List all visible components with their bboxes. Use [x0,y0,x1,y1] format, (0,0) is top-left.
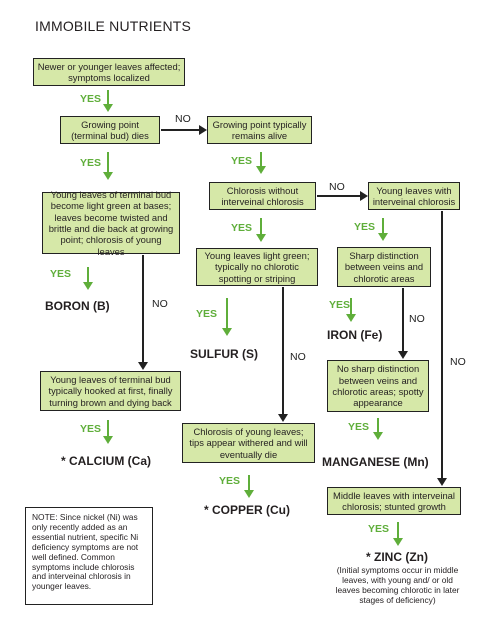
no-label: NO [290,351,306,363]
yes-label: YES [348,421,370,433]
no-label: NO [329,181,345,193]
no-label: NO [450,356,466,368]
no-label: NO [409,313,425,325]
yes-label: YES [50,268,72,280]
no-arrows [138,125,447,486]
result-boron: BORON (B) [45,299,110,313]
result-zinc: * ZINC (Zn) [366,550,428,564]
yes-label: YES [231,222,253,234]
box-growing-point-alive: Growing point typically remains alive [207,116,312,144]
box-newer-leaves: Newer or younger leaves affected; symptoms localized [33,58,185,86]
yes-label: YES [329,299,351,311]
yes-label: YES [80,157,102,169]
yes-label: YES [219,475,241,487]
yes-label: YES [231,155,253,167]
result-manganese: MANGANESE (Mn) [322,455,429,469]
result-sulfur: SULFUR (S) [190,347,258,361]
box-young-with-interveinal: Young leaves with interveinal chlorosis [368,182,460,210]
box-no-sharp: No sharp distinction between veins and chlorotic areas; spotty appearance [327,360,429,412]
box-hooked: Young leaves of terminal bud typically hooked at first, finally turning brown and dying back [40,371,181,411]
box-withered: Chlorosis of young leaves; tips appear withered and will eventually die [182,423,315,463]
result-iron: IRON (Fe) [327,328,383,342]
no-label: NO [175,113,191,125]
zinc-note: (Initial symptoms occur in middle leaves, with young and/ or old leaves becoming chlorotic in later stages of deficiency) [335,565,460,606]
box-middle-leaves: Middle leaves with interveinal chlorosis; stunted growth [327,487,461,515]
box-young-light-green-bases: Young leaves of terminal bud become light green at bases; leaves become twisted and brittle and die back at growing point; chlorosis of young leaves [42,192,180,254]
yes-label: YES [80,93,102,105]
box-sharp-distinction: Sharp distinction between veins and chlorotic areas [337,247,431,287]
yes-label: YES [196,308,218,320]
result-copper: * COPPER (Cu) [204,503,291,517]
box-chlorosis-without: Chlorosis without interveinal chlorosis [209,182,316,210]
yes-label: YES [80,423,102,435]
yes-label: YES [354,221,376,233]
yes-label: YES [368,523,390,535]
no-label: NO [152,298,168,310]
page-title: IMMOBILE NUTRIENTS [35,18,192,34]
nickel-note: NOTE: Since nickel (Ni) was only recently added as an essential nutrient, specific Ni deficiency symptoms are not well defined. Common symptoms include chlorosis and interveinal chlorosis in younger leaves. [25,507,153,605]
result-calcium: * CALCIUM (Ca) [61,454,151,468]
box-growing-point-dies: Growing point (terminal bud) dies [60,116,160,144]
box-young-light-green: Young leaves light green; typically no chlorotic spotting or striping [196,248,318,286]
